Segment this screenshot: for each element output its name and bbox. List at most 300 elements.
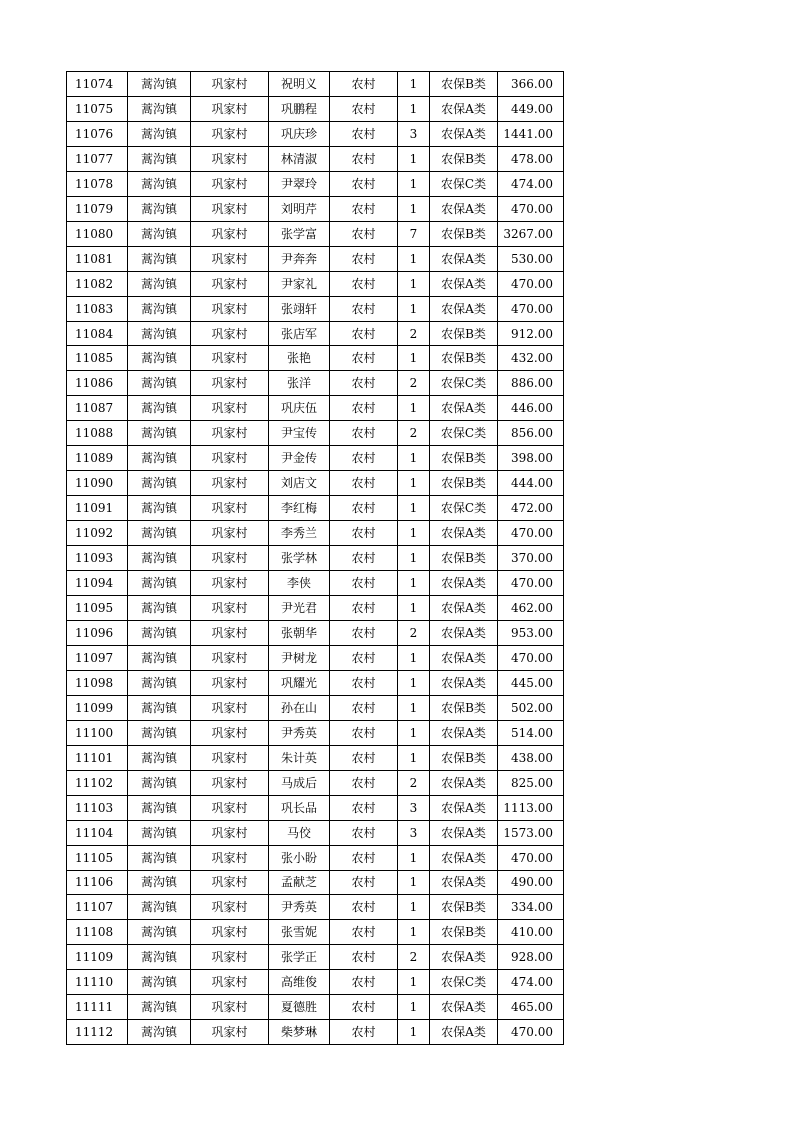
category-cell: 农保B类 — [430, 146, 498, 171]
name-cell: 尹秀英 — [269, 720, 330, 745]
record-id-cell: 11086 — [67, 371, 128, 396]
town-cell: 蒿沟镇 — [128, 271, 191, 296]
table-row — [67, 795, 564, 820]
count-cell: 1 — [398, 271, 430, 296]
area-type-cell: 农村 — [330, 870, 398, 895]
area-type-cell: 农村 — [330, 795, 398, 820]
area-type-cell: 农村 — [330, 645, 398, 670]
village-cell: 巩家村 — [191, 546, 269, 571]
town-cell: 蒿沟镇 — [128, 770, 191, 795]
table-row — [67, 895, 564, 920]
amount-cell: 445.00 — [498, 670, 564, 695]
amount-cell: 474.00 — [498, 171, 564, 196]
area-type-cell: 农村 — [330, 546, 398, 571]
town-cell: 蒿沟镇 — [128, 221, 191, 246]
village-cell: 巩家村 — [191, 795, 269, 820]
area-type-cell: 农村 — [330, 221, 398, 246]
village-cell: 巩家村 — [191, 171, 269, 196]
count-cell: 3 — [398, 820, 430, 845]
category-cell: 农保A类 — [430, 196, 498, 221]
category-cell: 农保A类 — [430, 1020, 498, 1045]
count-cell: 1 — [398, 496, 430, 521]
area-type-cell: 农村 — [330, 471, 398, 496]
village-cell: 巩家村 — [191, 720, 269, 745]
record-id-cell: 11101 — [67, 745, 128, 770]
town-cell: 蒿沟镇 — [128, 496, 191, 521]
village-cell: 巩家村 — [191, 521, 269, 546]
category-cell: 农保A类 — [430, 720, 498, 745]
category-cell: 农保A类 — [430, 296, 498, 321]
village-cell: 巩家村 — [191, 820, 269, 845]
village-cell: 巩家村 — [191, 72, 269, 97]
record-id-cell: 11078 — [67, 171, 128, 196]
record-id-cell: 11087 — [67, 396, 128, 421]
name-cell: 巩庆珍 — [269, 121, 330, 146]
town-cell: 蒿沟镇 — [128, 720, 191, 745]
amount-cell: 432.00 — [498, 346, 564, 371]
amount-cell: 470.00 — [498, 645, 564, 670]
record-id-cell: 11099 — [67, 695, 128, 720]
village-cell: 巩家村 — [191, 695, 269, 720]
record-id-cell: 11092 — [67, 521, 128, 546]
town-cell: 蒿沟镇 — [128, 171, 191, 196]
count-cell: 3 — [398, 795, 430, 820]
table-row — [67, 446, 564, 471]
record-id-cell: 11093 — [67, 546, 128, 571]
table-body — [67, 72, 564, 1045]
town-cell: 蒿沟镇 — [128, 970, 191, 995]
count-cell: 1 — [398, 196, 430, 221]
town-cell: 蒿沟镇 — [128, 745, 191, 770]
count-cell: 2 — [398, 620, 430, 645]
village-cell: 巩家村 — [191, 995, 269, 1020]
amount-cell: 470.00 — [498, 271, 564, 296]
town-cell: 蒿沟镇 — [128, 670, 191, 695]
area-type-cell: 农村 — [330, 396, 398, 421]
amount-cell: 490.00 — [498, 870, 564, 895]
area-type-cell: 农村 — [330, 72, 398, 97]
table-row — [67, 970, 564, 995]
record-id-cell: 11100 — [67, 720, 128, 745]
name-cell: 张学富 — [269, 221, 330, 246]
village-cell: 巩家村 — [191, 246, 269, 271]
table-row — [67, 246, 564, 271]
count-cell: 1 — [398, 396, 430, 421]
record-id-cell: 11112 — [67, 1020, 128, 1045]
name-cell: 张洋 — [269, 371, 330, 396]
village-cell: 巩家村 — [191, 346, 269, 371]
table-row — [67, 870, 564, 895]
area-type-cell: 农村 — [330, 995, 398, 1020]
table-row — [67, 396, 564, 421]
area-type-cell: 农村 — [330, 171, 398, 196]
town-cell: 蒿沟镇 — [128, 96, 191, 121]
name-cell: 朱计英 — [269, 745, 330, 770]
record-id-cell: 11104 — [67, 820, 128, 845]
name-cell: 夏德胜 — [269, 995, 330, 1020]
village-cell: 巩家村 — [191, 271, 269, 296]
count-cell: 1 — [398, 695, 430, 720]
record-id-cell: 11076 — [67, 121, 128, 146]
amount-cell: 3267.00 — [498, 221, 564, 246]
town-cell: 蒿沟镇 — [128, 546, 191, 571]
name-cell: 尹光君 — [269, 596, 330, 621]
village-cell: 巩家村 — [191, 496, 269, 521]
amount-cell: 449.00 — [498, 96, 564, 121]
area-type-cell: 农村 — [330, 720, 398, 745]
town-cell: 蒿沟镇 — [128, 645, 191, 670]
town-cell: 蒿沟镇 — [128, 296, 191, 321]
record-id-cell: 11084 — [67, 321, 128, 346]
town-cell: 蒿沟镇 — [128, 121, 191, 146]
town-cell: 蒿沟镇 — [128, 196, 191, 221]
area-type-cell: 农村 — [330, 96, 398, 121]
count-cell: 1 — [398, 346, 430, 371]
table-row — [67, 521, 564, 546]
count-cell: 1 — [398, 72, 430, 97]
name-cell: 李秀兰 — [269, 521, 330, 546]
amount-cell: 470.00 — [498, 1020, 564, 1045]
table-row — [67, 845, 564, 870]
name-cell: 高维俊 — [269, 970, 330, 995]
record-id-cell: 11091 — [67, 496, 128, 521]
record-id-cell: 11082 — [67, 271, 128, 296]
amount-cell: 438.00 — [498, 745, 564, 770]
category-cell: 农保A类 — [430, 620, 498, 645]
record-id-cell: 11080 — [67, 221, 128, 246]
name-cell: 巩庆伍 — [269, 396, 330, 421]
record-id-cell: 11109 — [67, 945, 128, 970]
category-cell: 农保B类 — [430, 72, 498, 97]
count-cell: 1 — [398, 720, 430, 745]
count-cell: 1 — [398, 920, 430, 945]
village-cell: 巩家村 — [191, 596, 269, 621]
count-cell: 1 — [398, 546, 430, 571]
village-cell: 巩家村 — [191, 1020, 269, 1045]
village-cell: 巩家村 — [191, 146, 269, 171]
area-type-cell: 农村 — [330, 346, 398, 371]
area-type-cell: 农村 — [330, 920, 398, 945]
name-cell: 祝明义 — [269, 72, 330, 97]
village-cell: 巩家村 — [191, 670, 269, 695]
category-cell: 农保A类 — [430, 596, 498, 621]
area-type-cell: 农村 — [330, 421, 398, 446]
name-cell: 张雪妮 — [269, 920, 330, 945]
village-cell: 巩家村 — [191, 196, 269, 221]
category-cell: 农保A类 — [430, 820, 498, 845]
area-type-cell: 农村 — [330, 845, 398, 870]
table-row — [67, 571, 564, 596]
name-cell: 尹翠玲 — [269, 171, 330, 196]
amount-cell: 502.00 — [498, 695, 564, 720]
table-row — [67, 72, 564, 97]
category-cell: 农保B类 — [430, 895, 498, 920]
count-cell: 2 — [398, 321, 430, 346]
record-id-cell: 11077 — [67, 146, 128, 171]
amount-cell: 470.00 — [498, 521, 564, 546]
table-row — [67, 945, 564, 970]
town-cell: 蒿沟镇 — [128, 396, 191, 421]
area-type-cell: 农村 — [330, 770, 398, 795]
area-type-cell: 农村 — [330, 571, 398, 596]
amount-cell: 446.00 — [498, 396, 564, 421]
table-row — [67, 371, 564, 396]
area-type-cell: 农村 — [330, 521, 398, 546]
category-cell: 农保B类 — [430, 471, 498, 496]
table-row — [67, 346, 564, 371]
category-cell: 农保A类 — [430, 521, 498, 546]
amount-cell: 530.00 — [498, 246, 564, 271]
village-cell: 巩家村 — [191, 845, 269, 870]
name-cell: 马佼 — [269, 820, 330, 845]
record-id-cell: 11096 — [67, 620, 128, 645]
amount-cell: 928.00 — [498, 945, 564, 970]
record-id-cell: 11105 — [67, 845, 128, 870]
area-type-cell: 农村 — [330, 745, 398, 770]
count-cell: 1 — [398, 645, 430, 670]
name-cell: 巩耀光 — [269, 670, 330, 695]
table-row — [67, 745, 564, 770]
name-cell: 巩长品 — [269, 795, 330, 820]
record-id-cell: 11108 — [67, 920, 128, 945]
amount-cell: 444.00 — [498, 471, 564, 496]
count-cell: 1 — [398, 970, 430, 995]
category-cell: 农保B类 — [430, 446, 498, 471]
name-cell: 林清淑 — [269, 146, 330, 171]
record-id-cell: 11090 — [67, 471, 128, 496]
category-cell: 农保B类 — [430, 346, 498, 371]
category-cell: 农保B类 — [430, 745, 498, 770]
table-row — [67, 96, 564, 121]
amount-cell: 472.00 — [498, 496, 564, 521]
amount-cell: 366.00 — [498, 72, 564, 97]
table-row — [67, 670, 564, 695]
count-cell: 2 — [398, 770, 430, 795]
record-id-cell: 11094 — [67, 571, 128, 596]
table-row — [67, 496, 564, 521]
count-cell: 3 — [398, 121, 430, 146]
name-cell: 孟献芝 — [269, 870, 330, 895]
town-cell: 蒿沟镇 — [128, 446, 191, 471]
amount-cell: 398.00 — [498, 446, 564, 471]
town-cell: 蒿沟镇 — [128, 820, 191, 845]
amount-cell: 478.00 — [498, 146, 564, 171]
village-cell: 巩家村 — [191, 745, 269, 770]
record-id-cell: 11089 — [67, 446, 128, 471]
name-cell: 尹秀英 — [269, 895, 330, 920]
table-row — [67, 620, 564, 645]
record-id-cell: 11085 — [67, 346, 128, 371]
table-row — [67, 221, 564, 246]
table-row — [67, 271, 564, 296]
town-cell: 蒿沟镇 — [128, 845, 191, 870]
name-cell: 刘店文 — [269, 471, 330, 496]
name-cell: 张店军 — [269, 321, 330, 346]
amount-cell: 886.00 — [498, 371, 564, 396]
category-cell: 农保A类 — [430, 246, 498, 271]
area-type-cell: 农村 — [330, 321, 398, 346]
town-cell: 蒿沟镇 — [128, 246, 191, 271]
amount-cell: 1113.00 — [498, 795, 564, 820]
category-cell: 农保C类 — [430, 171, 498, 196]
table-row — [67, 421, 564, 446]
category-cell: 农保C类 — [430, 421, 498, 446]
town-cell: 蒿沟镇 — [128, 321, 191, 346]
category-cell: 农保A类 — [430, 645, 498, 670]
name-cell: 尹宝传 — [269, 421, 330, 446]
record-id-cell: 11083 — [67, 296, 128, 321]
count-cell: 1 — [398, 146, 430, 171]
table-row — [67, 920, 564, 945]
category-cell: 农保B类 — [430, 546, 498, 571]
area-type-cell: 农村 — [330, 146, 398, 171]
amount-cell: 465.00 — [498, 995, 564, 1020]
record-id-cell: 11075 — [67, 96, 128, 121]
count-cell: 1 — [398, 596, 430, 621]
category-cell: 农保A类 — [430, 571, 498, 596]
record-id-cell: 11095 — [67, 596, 128, 621]
table-row — [67, 171, 564, 196]
name-cell: 张学林 — [269, 546, 330, 571]
record-id-cell: 11103 — [67, 795, 128, 820]
category-cell: 农保B类 — [430, 695, 498, 720]
name-cell: 张朝华 — [269, 620, 330, 645]
name-cell: 巩鹏程 — [269, 96, 330, 121]
count-cell: 1 — [398, 171, 430, 196]
record-id-cell: 11097 — [67, 645, 128, 670]
village-cell: 巩家村 — [191, 371, 269, 396]
category-cell: 农保A类 — [430, 995, 498, 1020]
table-row — [67, 146, 564, 171]
town-cell: 蒿沟镇 — [128, 870, 191, 895]
category-cell: 农保B类 — [430, 920, 498, 945]
area-type-cell: 农村 — [330, 820, 398, 845]
area-type-cell: 农村 — [330, 196, 398, 221]
amount-cell: 1573.00 — [498, 820, 564, 845]
category-cell: 农保A类 — [430, 670, 498, 695]
village-cell: 巩家村 — [191, 96, 269, 121]
count-cell: 1 — [398, 670, 430, 695]
record-id-cell: 11110 — [67, 970, 128, 995]
name-cell: 尹家礼 — [269, 271, 330, 296]
town-cell: 蒿沟镇 — [128, 895, 191, 920]
amount-cell: 470.00 — [498, 196, 564, 221]
count-cell: 1 — [398, 1020, 430, 1045]
count-cell: 1 — [398, 571, 430, 596]
amount-cell: 825.00 — [498, 770, 564, 795]
count-cell: 2 — [398, 371, 430, 396]
town-cell: 蒿沟镇 — [128, 945, 191, 970]
area-type-cell: 农村 — [330, 271, 398, 296]
record-id-cell: 11107 — [67, 895, 128, 920]
category-cell: 农保A类 — [430, 770, 498, 795]
category-cell: 农保A类 — [430, 121, 498, 146]
table-row — [67, 645, 564, 670]
table-row — [67, 1020, 564, 1045]
record-id-cell: 11079 — [67, 196, 128, 221]
village-cell: 巩家村 — [191, 620, 269, 645]
record-id-cell: 11081 — [67, 246, 128, 271]
area-type-cell: 农村 — [330, 296, 398, 321]
table-row — [67, 196, 564, 221]
count-cell: 1 — [398, 745, 430, 770]
town-cell: 蒿沟镇 — [128, 620, 191, 645]
name-cell: 张小盼 — [269, 845, 330, 870]
town-cell: 蒿沟镇 — [128, 920, 191, 945]
count-cell: 1 — [398, 471, 430, 496]
table-row — [67, 471, 564, 496]
town-cell: 蒿沟镇 — [128, 596, 191, 621]
amount-cell: 462.00 — [498, 596, 564, 621]
record-id-cell: 11106 — [67, 870, 128, 895]
town-cell: 蒿沟镇 — [128, 371, 191, 396]
village-cell: 巩家村 — [191, 296, 269, 321]
count-cell: 1 — [398, 246, 430, 271]
category-cell: 农保A类 — [430, 870, 498, 895]
town-cell: 蒿沟镇 — [128, 346, 191, 371]
table-row — [67, 720, 564, 745]
amount-cell: 912.00 — [498, 321, 564, 346]
category-cell: 农保A类 — [430, 945, 498, 970]
village-cell: 巩家村 — [191, 770, 269, 795]
amount-cell: 953.00 — [498, 620, 564, 645]
name-cell: 李侠 — [269, 571, 330, 596]
category-cell: 农保C类 — [430, 970, 498, 995]
name-cell: 柴梦琳 — [269, 1020, 330, 1045]
category-cell: 农保C类 — [430, 371, 498, 396]
area-type-cell: 农村 — [330, 596, 398, 621]
table-row — [67, 121, 564, 146]
village-cell: 巩家村 — [191, 221, 269, 246]
table-row — [67, 995, 564, 1020]
table-row — [67, 596, 564, 621]
area-type-cell: 农村 — [330, 446, 398, 471]
category-cell: 农保C类 — [430, 496, 498, 521]
category-cell: 农保A类 — [430, 845, 498, 870]
name-cell: 孙在山 — [269, 695, 330, 720]
village-cell: 巩家村 — [191, 945, 269, 970]
village-cell: 巩家村 — [191, 121, 269, 146]
town-cell: 蒿沟镇 — [128, 1020, 191, 1045]
amount-cell: 370.00 — [498, 546, 564, 571]
amount-cell: 514.00 — [498, 720, 564, 745]
data-table — [66, 71, 564, 1045]
record-id-cell: 11102 — [67, 770, 128, 795]
town-cell: 蒿沟镇 — [128, 72, 191, 97]
category-cell: 农保A类 — [430, 271, 498, 296]
town-cell: 蒿沟镇 — [128, 571, 191, 596]
table-row — [67, 546, 564, 571]
village-cell: 巩家村 — [191, 446, 269, 471]
table-row — [67, 695, 564, 720]
count-cell: 7 — [398, 221, 430, 246]
count-cell: 1 — [398, 895, 430, 920]
area-type-cell: 农村 — [330, 1020, 398, 1045]
area-type-cell: 农村 — [330, 371, 398, 396]
record-id-cell: 11088 — [67, 421, 128, 446]
name-cell: 李红梅 — [269, 496, 330, 521]
table-row — [67, 820, 564, 845]
count-cell: 1 — [398, 96, 430, 121]
category-cell: 农保A类 — [430, 396, 498, 421]
name-cell: 尹金传 — [269, 446, 330, 471]
village-cell: 巩家村 — [191, 471, 269, 496]
amount-cell: 1441.00 — [498, 121, 564, 146]
village-cell: 巩家村 — [191, 396, 269, 421]
village-cell: 巩家村 — [191, 571, 269, 596]
table-row — [67, 296, 564, 321]
count-cell: 2 — [398, 421, 430, 446]
